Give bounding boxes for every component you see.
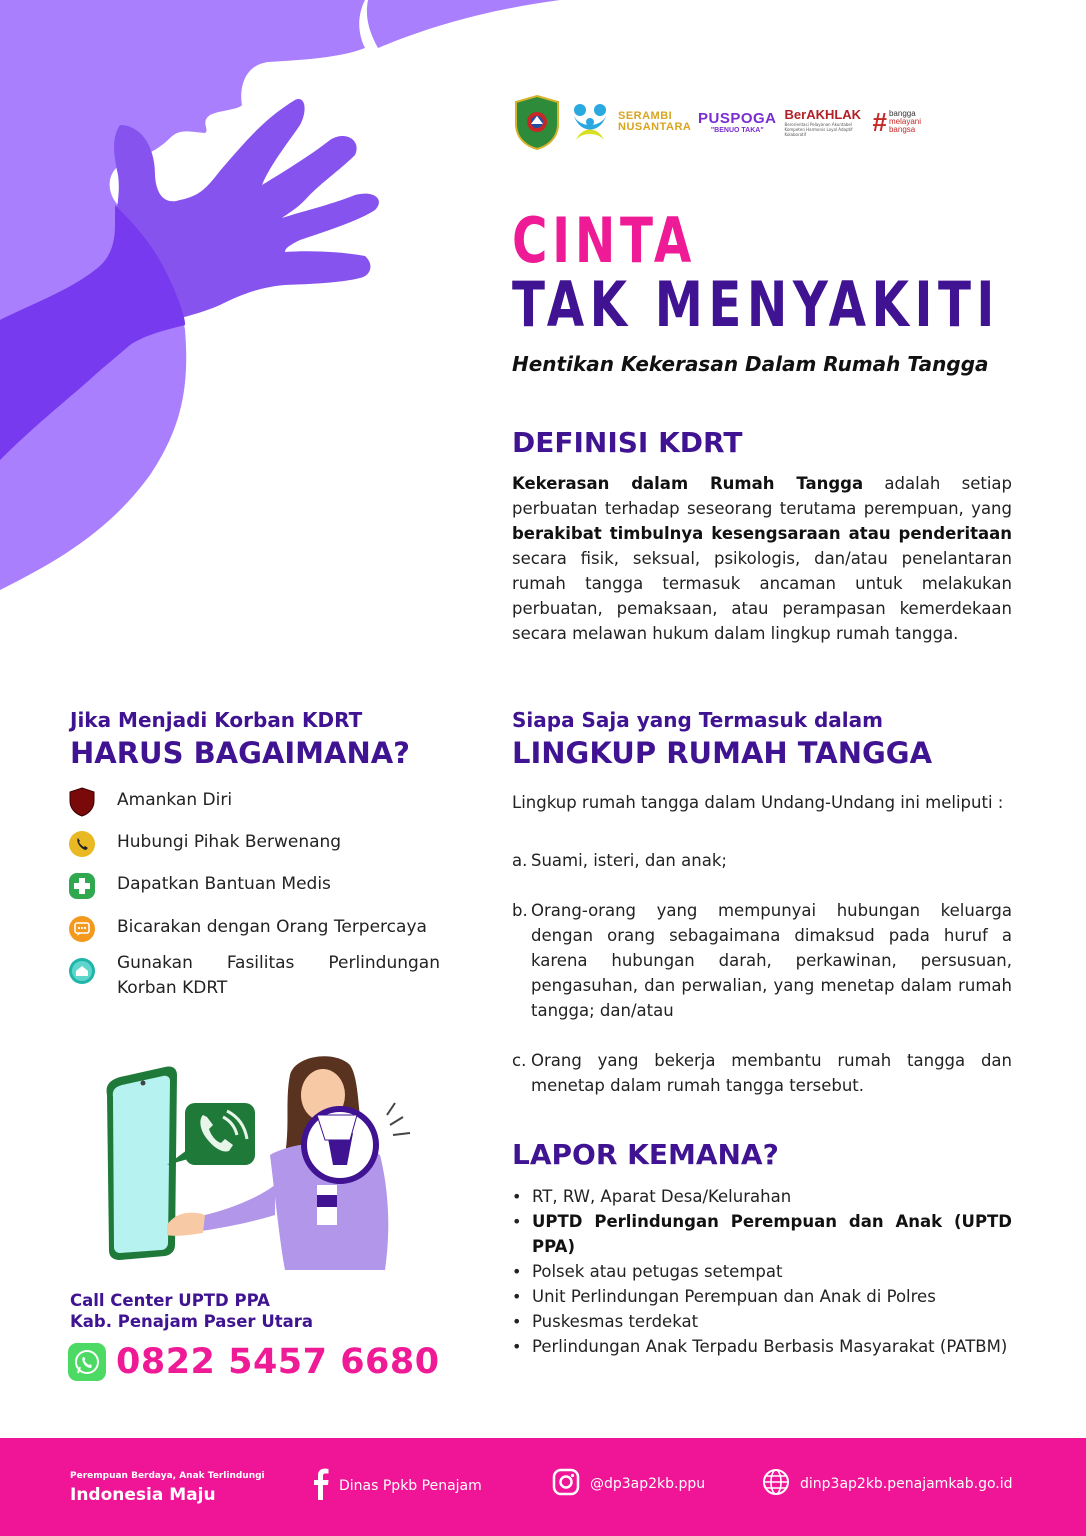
facebook-link[interactable]: Dinas Ppkb Penajam xyxy=(313,1468,482,1504)
korban-heading-small: Jika Menjadi Korban KDRT xyxy=(70,708,363,732)
lapor-heading: LAPOR KEMANA? xyxy=(512,1138,779,1171)
instagram-icon xyxy=(552,1468,580,1500)
list-item: c. Orang yang bekerja membantu rumah tangga dan menetap dalam rumah tangga tersebut. xyxy=(512,1051,1012,1095)
call-center-label: Call Center UPTD PPA Kab. Penajam Paser Utara xyxy=(70,1291,314,1331)
serambi-nusantara-logo: SERAMBI NUSANTARA xyxy=(618,110,692,133)
step-item: Dapatkan Bantuan Medis xyxy=(68,872,440,915)
list-item: a. Suami, isteri, dan anak; xyxy=(512,851,727,870)
phone-number[interactable]: 0822 5457 6680 xyxy=(116,1342,440,1382)
korban-steps-list xyxy=(68,788,440,1001)
korban-heading-big: HARUS BAGAIMANA? xyxy=(70,736,410,770)
list-item: • Unit Perlindungan Perempuan dan Anak di Polres xyxy=(512,1284,1012,1309)
footer-tagline-big: Indonesia Maju xyxy=(70,1485,216,1505)
shield-icon xyxy=(68,788,96,816)
puspoga-logo: PUSPOGA "BENUO TAKA" xyxy=(698,110,777,134)
berakhlak-logo: BerAKHLAK Berorientasi Pelayanan Akuntabel Kompeten Harmonis Loyal Adaptif Kolaboratif xyxy=(784,107,862,137)
step-item: Hubungi Pihak Berwenang xyxy=(68,830,440,872)
website-link[interactable]: dinp3ap2kb.penajamkab.go.id xyxy=(762,1468,1013,1500)
list-item: • Perlindungan Anak Terpadu Berbasis Masyarakat (PATBM) xyxy=(512,1334,1012,1359)
lingkup-heading-big: LINGKUP RUMAH TANGGA xyxy=(512,736,933,770)
instagram-link[interactable]: @dp3ap2kb.ppu xyxy=(552,1468,705,1500)
step-item: Gunakan Fasilitas Perlindungan Korban KDRT xyxy=(68,951,440,1001)
lingkup-heading-small: Siapa Saja yang Termasuk dalam xyxy=(512,708,883,732)
woman-megaphone-illustration xyxy=(95,1045,415,1270)
lingkup-intro: Lingkup rumah tangga dalam Undang-Undang ini meliputi : xyxy=(512,793,1004,812)
bullet-icon: • xyxy=(512,1212,522,1231)
globe-icon xyxy=(762,1468,790,1500)
medical-cross-icon xyxy=(68,872,96,900)
bullet-icon: • xyxy=(512,1187,522,1206)
lingkup-list xyxy=(512,848,1012,1123)
step-item: Amankan Diri xyxy=(68,788,440,830)
list-item: • Puskesmas terdekat xyxy=(512,1309,1012,1334)
kemenpppa-logo-icon xyxy=(570,102,610,142)
list-item: • UPTD Perlindungan Perempuan dan Anak (UPTD PPA) xyxy=(512,1209,1012,1259)
home-icon xyxy=(68,957,96,985)
bullet-icon: • xyxy=(512,1287,522,1306)
phone-call-icon xyxy=(68,830,96,858)
footer-tagline-small: Perempuan Berdaya, Anak Terlindungi xyxy=(70,1471,265,1481)
chat-bubble-icon xyxy=(68,915,96,943)
list-item: • RT, RW, Aparat Desa/Kelurahan xyxy=(512,1184,1012,1209)
bangga-melayani-bangsa-logo: # bangga melayani bangsa xyxy=(872,107,921,137)
facebook-icon xyxy=(313,1468,329,1504)
whatsapp-icon xyxy=(68,1343,106,1381)
definisi-paragraph: Kekerasan dalam Rumah Tangga adalah setiap perbuatan terhadap seseorang terutama perempuan, yang berakibat timbulnya kesengsaraan atau penderitaan secara fisik, seksual, psikologis, dan/atau penelantaran rumah tangga termasuk ancaman untuk melakukan perbuatan, pemaksaan, atau perampasan kemerdekaan secara melawan hukum dalam lingkup rumah tangga. xyxy=(512,474,1012,643)
title-tak-menyakiti: TAK MENYAKITI xyxy=(512,268,1000,341)
footer-bar xyxy=(0,1438,1086,1536)
title-cinta: CINTA xyxy=(512,204,697,277)
bullet-icon: • xyxy=(512,1337,522,1356)
hero-subtitle: Hentikan Kekerasan Dalam Rumah Tangga xyxy=(512,352,989,376)
smartphone-icon xyxy=(107,1066,177,1260)
list-item: b. Orang-orang yang mempunyai hubungan keluarga dengan orang sebagaimana dimaksud pada huruf a karena hubungan darah, perkawinan, persusuan, pengasuhan, dan perwalian, yang menetap dalam rumah tangga; dan/atau xyxy=(512,901,1012,1020)
call-bubble-icon xyxy=(167,1103,255,1165)
lapor-list xyxy=(512,1184,1012,1359)
definisi-heading: DEFINISI KDRT xyxy=(512,426,743,459)
step-item: Bicarakan dengan Orang Terpercaya xyxy=(68,915,440,951)
bullet-icon: • xyxy=(512,1312,522,1331)
bullet-icon: • xyxy=(512,1262,522,1281)
call-center-phone[interactable] xyxy=(68,1342,440,1382)
list-item: • Polsek atau petugas setempat xyxy=(512,1259,1012,1284)
partner-logos xyxy=(512,94,921,150)
kab-ppu-emblem-icon xyxy=(512,94,562,150)
